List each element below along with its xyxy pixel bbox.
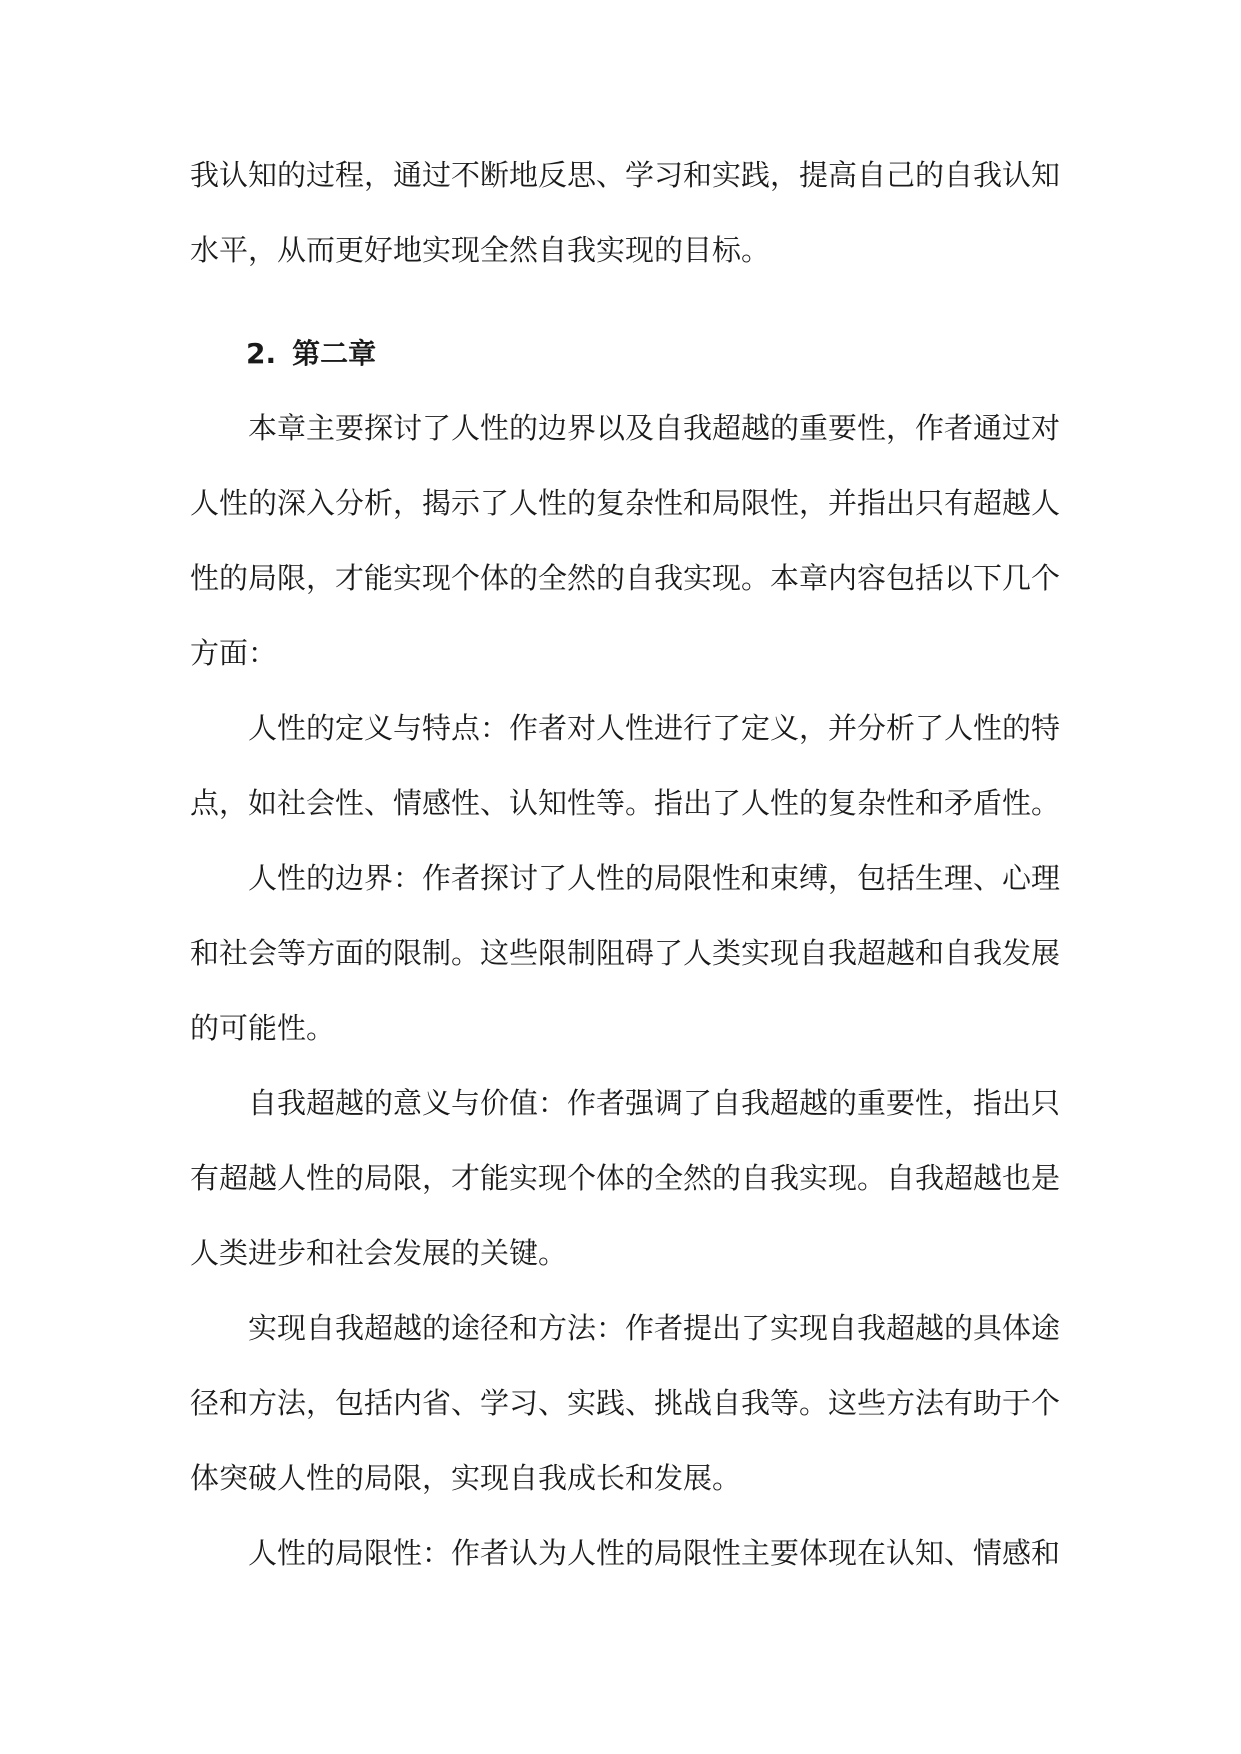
self-transcendence-meaning-paragraph: 自我超越的意义与价值：作者强调了自我超越的重要性，指出只有超越人性的局限，才能实现个体的全然的自我实现。自我超越也是人类进步和社会发展的关键。 bbox=[190, 1086, 1061, 1270]
section-heading bbox=[190, 316, 1060, 391]
document-body bbox=[190, 138, 1060, 1591]
intro-paragraph-continued: 我认知的过程，通过不断地反思、学习和实践，提高自己的自我认知水平，从而更好地实现全然自我实现的目标。 bbox=[190, 158, 1061, 267]
chapter-summary-paragraph: 本章主要探讨了人性的边界以及自我超越的重要性，作者通过对人性的深入分析，揭示了人性的复杂性和局限性，并指出只有超越人性的局限，才能实现个体的全然的自我实现。本章内容包括以下几个方面： bbox=[190, 411, 1061, 670]
human-nature-boundary-paragraph: 人性的边界：作者探讨了人性的局限性和束缚，包括生理、心理和社会等方面的限制。这些限制阻碍了人类实现自我超越和自我发展的可能性。 bbox=[190, 861, 1061, 1045]
self-transcendence-methods-paragraph: 实现自我超越的途径和方法：作者提出了实现自我超越的具体途径和方法，包括内省、学习、实践、挑战自我等。这些方法有助于个体突破人性的局限，实现自我成长和发展。 bbox=[190, 1311, 1061, 1495]
human-nature-limitation-paragraph: 人性的局限性：作者认为人性的局限性主要体现在认知、情感和 bbox=[248, 1536, 1061, 1570]
human-nature-definition-paragraph: 人性的定义与特点：作者对人性进行了定义，并分析了人性的特点，如社会性、情感性、认知性等。指出了人性的复杂性和矛盾性。 bbox=[190, 711, 1061, 820]
section-title: 第二章 bbox=[292, 337, 377, 370]
section-number: 2. bbox=[246, 337, 277, 370]
